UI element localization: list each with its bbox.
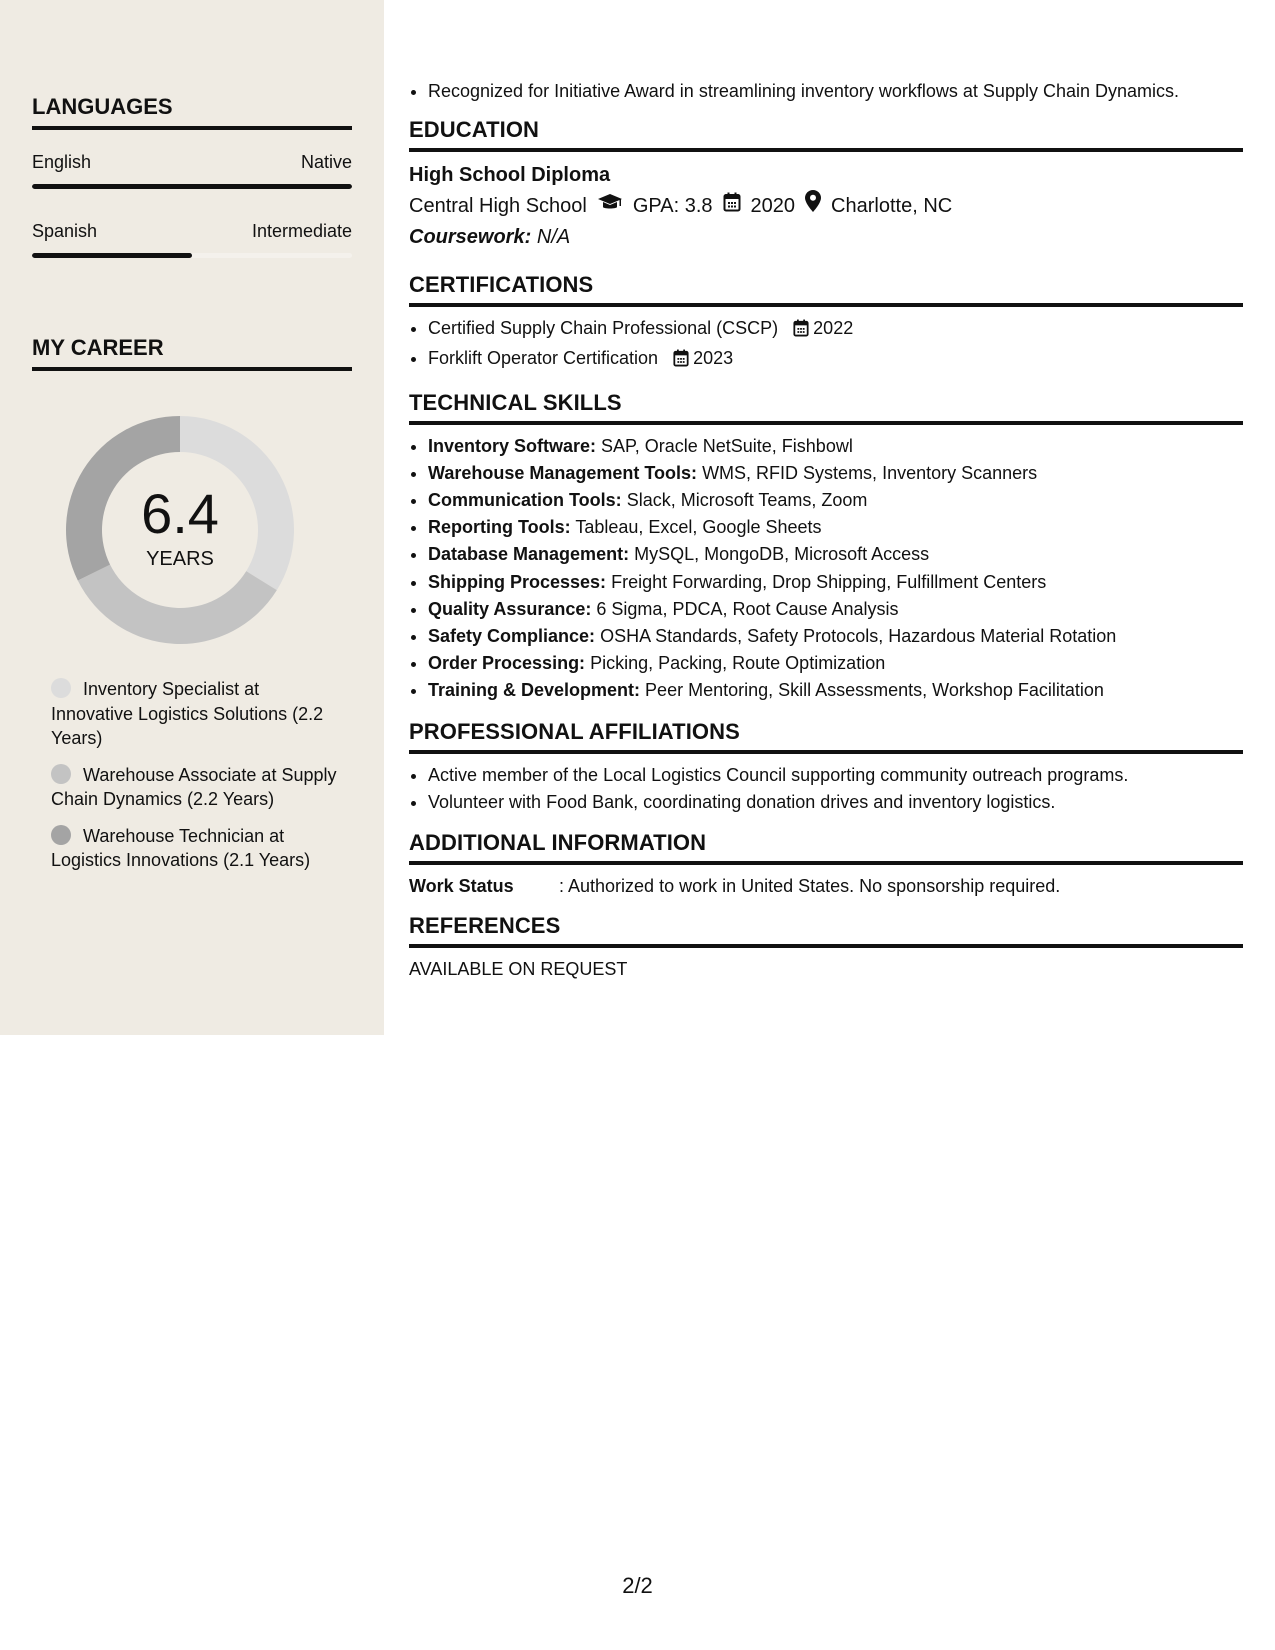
legend-dot-icon xyxy=(51,678,71,698)
legend-dot-icon xyxy=(51,825,71,845)
calendar-icon xyxy=(793,318,809,345)
skill-label: Shipping Processes: xyxy=(428,571,607,592)
skill-value: Picking, Packing, Route Optimization xyxy=(590,653,886,674)
sidebar xyxy=(0,0,384,1035)
career-role-text: Warehouse Associate at Supply Chain Dynamics (2.2 Years) xyxy=(51,764,337,809)
skill-item xyxy=(428,569,1243,596)
certification-item xyxy=(428,315,1243,345)
language-name: Spanish xyxy=(32,221,98,241)
language-bar-fill xyxy=(32,253,192,258)
education-details xyxy=(409,190,1243,222)
additional-info-title: ADDITIONAL INFORMATION xyxy=(409,830,1243,865)
skills-list xyxy=(409,433,1243,705)
certification-item xyxy=(428,345,1243,375)
main-content xyxy=(409,78,1243,982)
graduation-cap-icon xyxy=(597,190,623,222)
skill-label: Database Management: xyxy=(428,544,630,565)
career-legend xyxy=(51,677,341,885)
skill-value: SAP, Oracle NetSuite, Fishbowl xyxy=(601,435,853,456)
skill-label: Order Processing: xyxy=(428,653,586,674)
language-bar-fill xyxy=(32,184,352,189)
career-role-item xyxy=(51,763,341,812)
work-status-key: Work Status xyxy=(409,876,514,897)
skill-item xyxy=(428,677,1243,704)
language-row-english xyxy=(32,152,352,176)
skill-item xyxy=(428,541,1243,568)
skill-label: Quality Assurance: xyxy=(428,598,592,619)
skill-label: Training & Development: xyxy=(428,680,641,701)
certifications-list xyxy=(409,315,1243,375)
skill-label: Inventory Software: xyxy=(428,435,597,456)
language-bar-english xyxy=(32,184,352,189)
skill-value: Freight Forwarding, Drop Shipping, Fulfillment Centers xyxy=(611,571,1047,592)
certification-name: Certified Supply Chain Professional (CSCP) xyxy=(428,318,779,339)
skill-label: Reporting Tools: xyxy=(428,517,571,538)
certification-year: 2023 xyxy=(693,348,734,369)
career-donut xyxy=(66,416,294,644)
skill-label: Warehouse Management Tools: xyxy=(428,462,698,483)
skill-value: Slack, Microsoft Teams, Zoom xyxy=(626,490,868,511)
language-bar-spanish xyxy=(32,253,352,258)
language-row-spanish xyxy=(32,221,352,245)
career-total-value: 6.4 xyxy=(141,481,219,545)
career-total-unit: YEARS xyxy=(146,547,214,570)
career-role-text: Inventory Specialist at Innovative Logistics Solutions (2.2 Years) xyxy=(51,679,324,748)
skill-value: 6 Sigma, PDCA, Root Cause Analysis xyxy=(596,598,899,619)
certification-year: 2022 xyxy=(813,318,854,339)
career-donut-center xyxy=(66,416,294,644)
career-role-item xyxy=(51,824,341,873)
coursework-label: Coursework: xyxy=(409,226,532,249)
achievement-list xyxy=(409,78,1243,105)
career-role-text: Warehouse Technician at Logistics Innovations (2.1 Years) xyxy=(51,825,311,870)
skill-item xyxy=(428,623,1243,650)
education-coursework xyxy=(409,222,1243,252)
affiliation-item: • Active member of the Local Logistics Council supporting community outreach programs. xyxy=(428,762,1243,789)
skill-value: Tableau, Excel, Google Sheets xyxy=(575,517,822,538)
languages-title: LANGUAGES xyxy=(32,94,352,130)
language-name: English xyxy=(32,152,92,172)
affiliation-item: • Volunteer with Food Bank, coordinating donation drives and inventory logistics. xyxy=(428,789,1243,816)
certification-name: Forklift Operator Certification xyxy=(428,348,659,369)
education-gpa: GPA: 3.8 xyxy=(632,195,713,218)
education-location: Charlotte, NC xyxy=(831,195,953,218)
location-pin-icon xyxy=(805,190,821,222)
references-text: AVAILABLE ON REQUEST xyxy=(409,959,628,980)
skill-item xyxy=(428,650,1243,677)
language-level: Intermediate xyxy=(251,221,352,241)
education-title: EDUCATION xyxy=(409,117,1243,152)
skill-item xyxy=(428,433,1243,460)
work-status-value: : Authorized to work in United States. No sponsorship required. xyxy=(559,876,1061,897)
skill-label: Communication Tools: xyxy=(428,490,622,511)
affiliations-title: PROFESSIONAL AFFILIATIONS xyxy=(409,719,1243,754)
language-level: Native xyxy=(300,152,352,172)
skill-value: Peer Mentoring, Skill Assessments, Workshop Facilitation xyxy=(645,680,1104,701)
skill-value: OSHA Standards, Safety Protocols, Hazardous Material Rotation xyxy=(600,626,1117,647)
skill-label: Safety Compliance: xyxy=(428,626,596,647)
skill-item xyxy=(428,460,1243,487)
achievement-item: • Recognized for Initiative Award in streamlining inventory workflows at Supply Chain Dynamics. xyxy=(428,78,1243,105)
skill-value: MySQL, MongoDB, Microsoft Access xyxy=(634,544,930,565)
skill-item xyxy=(428,514,1243,541)
skill-item xyxy=(428,487,1243,514)
certifications-title: CERTIFICATIONS xyxy=(409,272,1243,307)
career-role-item xyxy=(51,677,341,751)
legend-dot-icon xyxy=(51,764,71,784)
skill-value: WMS, RFID Systems, Inventory Scanners xyxy=(702,462,1038,483)
education-year: 2020 xyxy=(750,195,796,218)
affiliations-list xyxy=(409,762,1243,816)
calendar-icon xyxy=(723,190,741,222)
skills-title: TECHNICAL SKILLS xyxy=(409,390,1243,425)
calendar-icon xyxy=(673,348,689,375)
references-title: REFERENCES xyxy=(409,913,1243,948)
skill-item xyxy=(428,596,1243,623)
education-degree: High School Diploma xyxy=(409,164,611,187)
page-number: 2/2 xyxy=(622,1573,653,1598)
career-title: MY CAREER xyxy=(32,335,352,371)
education-school: Central High School xyxy=(409,195,587,218)
work-status-row xyxy=(409,873,1243,899)
coursework-value: N/A xyxy=(536,226,571,249)
